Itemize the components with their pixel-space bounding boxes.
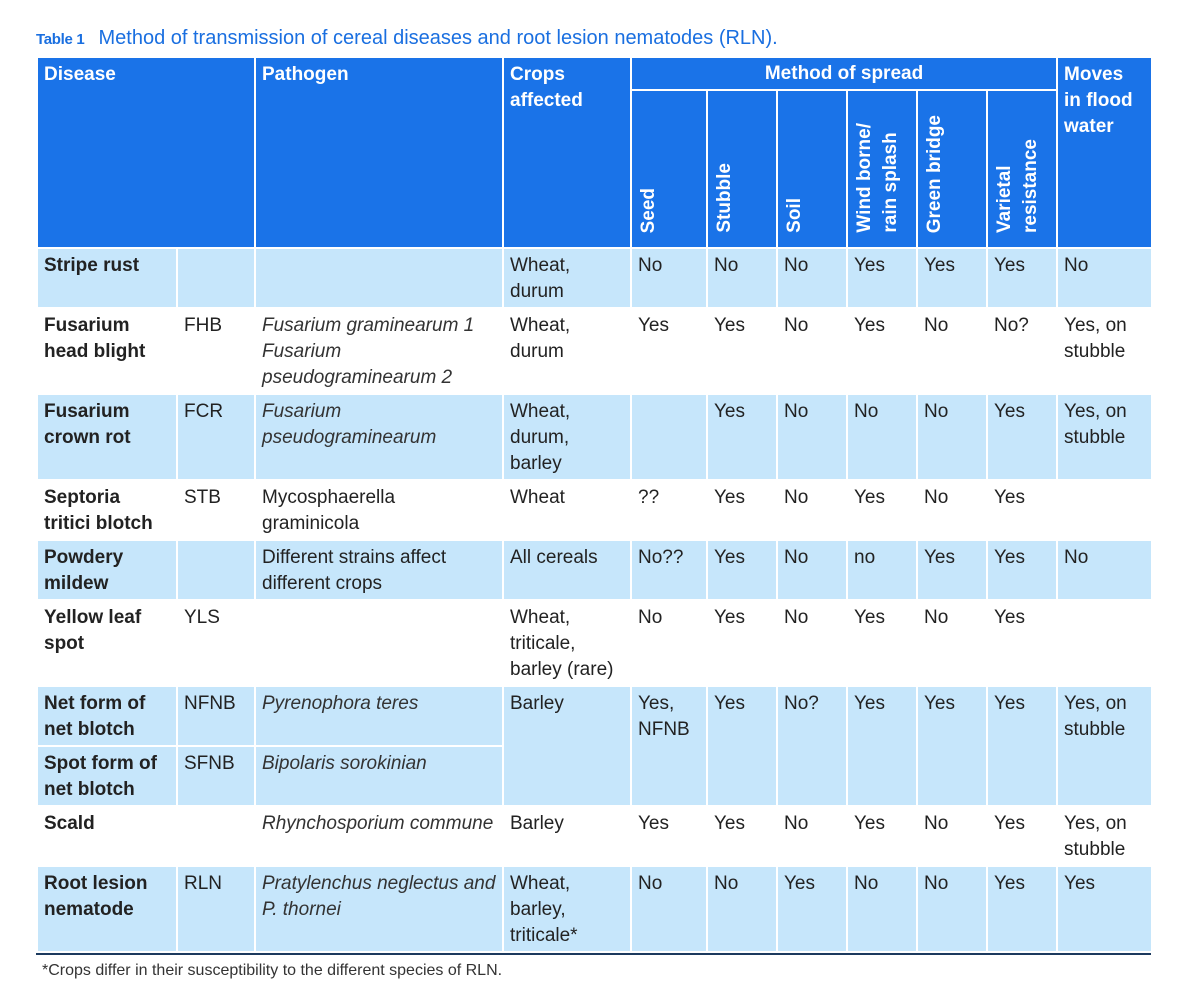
green-bridge-cell: Yes	[917, 540, 987, 600]
flood-cell	[1057, 600, 1152, 686]
soil-cell: No	[777, 394, 847, 480]
flood-cell: Yes, on stubble	[1057, 394, 1152, 480]
table-bottom-rule	[36, 953, 1151, 955]
varietal-cell: Yes	[987, 248, 1057, 308]
footnote: *Crops differ in their susceptibility to the different species of RLN.	[42, 962, 503, 979]
green-bridge-cell: No	[917, 308, 987, 394]
flood-cell: Yes	[1057, 866, 1152, 952]
seed-cell: Yes	[631, 806, 707, 866]
pathogen-cell: Mycosphaerella graminicola	[255, 480, 503, 540]
varietal-cell: Yes	[987, 686, 1057, 806]
header-pathogen: Pathogen	[255, 57, 503, 248]
table-row	[37, 866, 1152, 952]
flood-cell: No	[1057, 248, 1152, 308]
pathogen-cell: Rhynchosporium commune	[255, 806, 503, 866]
disease-cell: Powdery mildew	[37, 540, 177, 600]
abbr-cell: FHB	[177, 308, 255, 394]
header-soil	[777, 90, 847, 248]
seed-cell: Yes, NFNB	[631, 686, 707, 806]
stubble-cell: No	[707, 866, 777, 952]
stubble-cell: Yes	[707, 806, 777, 866]
soil-cell: No	[777, 480, 847, 540]
abbr-cell: STB	[177, 480, 255, 540]
header-wind-text	[852, 123, 904, 233]
disease-cell: Root lesion nematode	[37, 866, 177, 952]
header-green-bridge-text: Green bridge	[924, 114, 945, 233]
crops-cell: Wheat, triticale, barley (rare)	[503, 600, 631, 686]
seed-cell: No??	[631, 540, 707, 600]
varietal-cell: Yes	[987, 866, 1057, 952]
soil-cell: Yes	[777, 866, 847, 952]
crops-cell: Barley	[503, 686, 631, 806]
table-row	[37, 600, 1152, 686]
abbr-cell	[177, 540, 255, 600]
disease-cell: Fusarium head blight	[37, 308, 177, 394]
wind-cell: Yes	[847, 600, 917, 686]
crops-cell: Wheat, durum, barley	[503, 394, 631, 480]
table-row	[37, 308, 1152, 394]
flood-cell: No	[1057, 540, 1152, 600]
stubble-cell: Yes	[707, 480, 777, 540]
header-seed-text: Seed	[638, 187, 659, 233]
table-row	[37, 540, 1152, 600]
soil-cell: No	[777, 806, 847, 866]
green-bridge-cell: No	[917, 600, 987, 686]
table-row	[37, 806, 1152, 866]
header-stubble-text: Stubble	[714, 163, 735, 233]
wind-cell: Yes	[847, 806, 917, 866]
soil-cell: No	[777, 540, 847, 600]
green-bridge-cell: No	[917, 866, 987, 952]
varietal-cell: Yes	[987, 480, 1057, 540]
abbr-cell: RLN	[177, 866, 255, 952]
stubble-cell: Yes	[707, 686, 777, 806]
transmission-table	[36, 56, 1153, 953]
header-varietal-text	[992, 139, 1044, 233]
abbr-cell: NFNB	[177, 686, 255, 746]
wind-cell: Yes	[847, 480, 917, 540]
header-varietal-line2: resistance	[1020, 138, 1041, 233]
soil-cell: No	[777, 308, 847, 394]
wind-cell: Yes	[847, 686, 917, 806]
sub-pathogen-cell: Bipolaris sorokinian	[255, 746, 503, 806]
varietal-cell: Yes	[987, 540, 1057, 600]
pathogen-cell: Fusarium pseudograminearum	[255, 394, 503, 480]
header-stubble	[707, 90, 777, 248]
abbr-cell: FCR	[177, 394, 255, 480]
table-number: Table 1	[36, 31, 85, 48]
wind-cell: No	[847, 394, 917, 480]
green-bridge-cell: No	[917, 806, 987, 866]
header-wind	[847, 90, 917, 248]
wind-cell: no	[847, 540, 917, 600]
stubble-cell: No	[707, 248, 777, 308]
header-seed	[631, 90, 707, 248]
disease-cell: Fusarium crown rot	[37, 394, 177, 480]
disease-cell: Yellow leaf spot	[37, 600, 177, 686]
flood-cell: Yes, on stubble	[1057, 686, 1152, 806]
pathogen-cell: Pratylenchus neglectus and P. thornei	[255, 866, 503, 952]
sub-disease-cell: Spot form of net blotch	[37, 746, 177, 806]
crops-cell: Barley	[503, 806, 631, 866]
green-bridge-cell: Yes	[917, 248, 987, 308]
header-disease: Disease	[37, 57, 255, 248]
stubble-cell: Yes	[707, 600, 777, 686]
wind-cell: No	[847, 866, 917, 952]
stubble-cell: Yes	[707, 308, 777, 394]
seed-cell: No	[631, 866, 707, 952]
crops-cell: All cereals	[503, 540, 631, 600]
disease-cell: Net form of net blotch	[37, 686, 177, 746]
seed-cell	[631, 394, 707, 480]
varietal-cell: Yes	[987, 394, 1057, 480]
varietal-cell: Yes	[987, 600, 1057, 686]
header-soil-text: Soil	[784, 198, 805, 233]
stubble-cell: Yes	[707, 540, 777, 600]
green-bridge-cell: Yes	[917, 686, 987, 806]
header-wind-line2: rain splash	[880, 132, 901, 233]
header-varietal-line1: Varietal	[994, 165, 1015, 233]
seed-cell: No	[631, 600, 707, 686]
header-wind-line1: Wind borne/	[854, 123, 875, 233]
pathogen-cell: Fusarium graminearum 1 Fusarium pseudograminearum 2	[255, 308, 503, 394]
sub-abbr-cell: SFNB	[177, 746, 255, 806]
header-varietal	[987, 90, 1057, 248]
header-flood: Moves in flood water	[1057, 57, 1152, 248]
disease-cell: Stripe rust	[37, 248, 177, 308]
table-row	[37, 480, 1152, 540]
soil-cell: No?	[777, 686, 847, 806]
soil-cell: No	[777, 600, 847, 686]
table-caption	[36, 25, 1156, 51]
abbr-cell	[177, 248, 255, 308]
header-crops: Crops affected	[503, 57, 631, 248]
disease-cell: Scald	[37, 806, 177, 866]
crops-cell: Wheat, barley, triticale*	[503, 866, 631, 952]
table-title: Method of transmission of cereal diseases and root lesion nematodes (RLN).	[98, 27, 778, 49]
pathogen-cell	[255, 248, 503, 308]
varietal-cell: Yes	[987, 806, 1057, 866]
header-green-bridge	[917, 90, 987, 248]
disease-cell: Septoria tritici blotch	[37, 480, 177, 540]
green-bridge-cell: No	[917, 480, 987, 540]
crops-cell: Wheat	[503, 480, 631, 540]
pathogen-cell: Different strains affect different crops	[255, 540, 503, 600]
flood-cell: Yes, on stubble	[1057, 308, 1152, 394]
crops-cell: Wheat, durum	[503, 308, 631, 394]
stubble-cell: Yes	[707, 394, 777, 480]
wind-cell: Yes	[847, 248, 917, 308]
abbr-cell: YLS	[177, 600, 255, 686]
varietal-cell: No?	[987, 308, 1057, 394]
seed-cell: No	[631, 248, 707, 308]
pathogen-cell: Pyrenophora teres	[255, 686, 503, 746]
pathogen-cell	[255, 600, 503, 686]
seed-cell: Yes	[631, 308, 707, 394]
table-row	[37, 686, 1152, 746]
green-bridge-cell: No	[917, 394, 987, 480]
header-method-of-spread: Method of spread	[631, 57, 1057, 90]
flood-cell	[1057, 480, 1152, 540]
table-row	[37, 248, 1152, 308]
abbr-cell	[177, 806, 255, 866]
table-row	[37, 394, 1152, 480]
flood-cell: Yes, on stubble	[1057, 806, 1152, 866]
soil-cell: No	[777, 248, 847, 308]
wind-cell: Yes	[847, 308, 917, 394]
crops-cell: Wheat, durum	[503, 248, 631, 308]
seed-cell: ??	[631, 480, 707, 540]
